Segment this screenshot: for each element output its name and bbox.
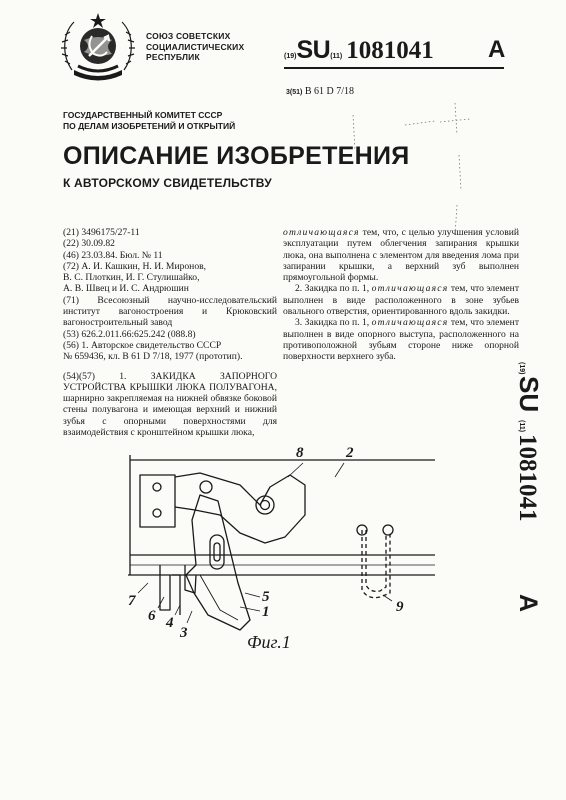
committee-name [63, 110, 235, 132]
union-line: СОЦИАЛИСТИЧЕСКИХ [146, 41, 245, 52]
claim-3 [283, 317, 519, 362]
union-line: СОЮЗ СОВЕТСКИХ [146, 31, 231, 41]
label-2: 2 [346, 445, 354, 461]
union-name [146, 31, 244, 63]
claim-1-text: (54)(57) 1. ЗАКИДКА ЗАПОРНОГО УСТРОЙСТВА КРЫШКИ ЛЮКА ПОЛУВАГОНА, шарнирно закрепляемая на нижней обвязке боковой стены полувагона и имеющая верхний и нижний зубья с опорными поверхностями для взаимодействия с кронштейном крышки люка, [63, 370, 277, 439]
biblio-line: (53) 626.2.011.66:625.242 (088.8) [63, 328, 196, 340]
label-6: 6 [148, 608, 156, 624]
label-5: 5 [262, 589, 270, 605]
ussr-emblem-icon [58, 8, 138, 88]
page-subtitle: К АВТОРСКОМУ СВИДЕТЕЛЬСТВУ [63, 176, 272, 190]
keyword: отличающаяся [283, 227, 360, 238]
biblio-line: А. В. Швец и И. С. Андрюшин [63, 283, 189, 295]
label-7: 7 [128, 593, 136, 609]
country-code: SU [296, 36, 331, 64]
biblio-line: (71) Всесоюзный научно-исследовательский институт вагоностроения и Крюковский вагоностроительный завод [63, 294, 277, 329]
code-51: 3(51) [286, 89, 303, 96]
v-code-11: (11) [518, 420, 525, 433]
ipc-value: B 61 D 7/18 [304, 86, 355, 97]
label-4: 4 [166, 615, 174, 631]
biblio-line: (56) 1. Авторское свидетельство СССР [63, 339, 222, 351]
kind-code: A [488, 36, 506, 63]
label-9: 9 [396, 599, 404, 615]
biblio-line: В. С. Плоткин, И. Г. Стулишайко, [63, 272, 200, 284]
committee-line: ГОСУДАРСТВЕННЫЙ КОМИТЕТ СССР [63, 110, 223, 120]
keyword: отличающаяся [371, 317, 449, 329]
patent-number [284, 36, 506, 66]
code-19: (19) [284, 53, 297, 60]
biblio-line: (22) 30.09.82 [63, 238, 115, 250]
union-line: РЕСПУБЛИК [146, 52, 200, 62]
claims [283, 227, 519, 363]
v-code-19: (19) [518, 362, 525, 375]
claim-2-body: тем, что элемент выполнен в виде расположенного в зоне зубьев овального отверстия, ориентированного вдоль закидки. [283, 283, 520, 318]
label-3: 3 [180, 625, 188, 641]
committee-line: ПО ДЕЛАМ ИЗОБРЕТЕНИЙ И ОТКРЫТИЙ [63, 121, 236, 131]
claim-1-cont [283, 227, 519, 283]
claim-2-head: 2. Закидка по п. 1, [295, 283, 370, 295]
hinge-link [175, 473, 305, 543]
biblio-line: (21) 3496175/27-11 [63, 227, 140, 238]
biblio-line: № 659436, кл. В 61 D 7/18, 1977 (прототип). [63, 351, 243, 363]
doc-number: 1081041 [346, 37, 434, 64]
code-11: (11) [330, 53, 343, 60]
claim-2 [283, 283, 519, 317]
label-1: 1 [262, 604, 270, 620]
label-8: 8 [296, 445, 304, 461]
claim-3-head: 3. Закидка по п. 1, [295, 317, 370, 329]
claim-1-rest: тем, что, с целью улучшения условий эксплуатации путем облегчения запирания крышки люка, она выполнена с элементом для введения лома при запирании крышки, а верхний зуб выполнен прямоугольной формы. [283, 227, 519, 284]
vertical-patent-number [504, 360, 552, 640]
ipc-class [286, 86, 354, 97]
claim-3-body: тем, что элемент выполнен в виде опорного выступа, расположенного на противоположной зубьям стороне ниже опорной поверхности верхнего зуба. [283, 317, 520, 363]
keyword: отличающаяся [371, 283, 449, 295]
figure-caption: Фиг.1 [247, 632, 291, 652]
biblio-line: (72) А. И. Кашкин, Н. И. Миронов, [63, 260, 207, 272]
number-underline [284, 67, 504, 69]
v-kind: A [514, 594, 542, 613]
bibliographic-data [63, 227, 277, 438]
biblio-line: (46) 23.03.84. Бюл. № 11 [63, 249, 163, 261]
wall-beam [128, 460, 435, 575]
v-number: 1081041 [514, 434, 541, 522]
v-country: SU [514, 376, 544, 413]
page-title: ОПИСАНИЕ ИЗОБРЕТЕНИЯ [63, 142, 410, 170]
